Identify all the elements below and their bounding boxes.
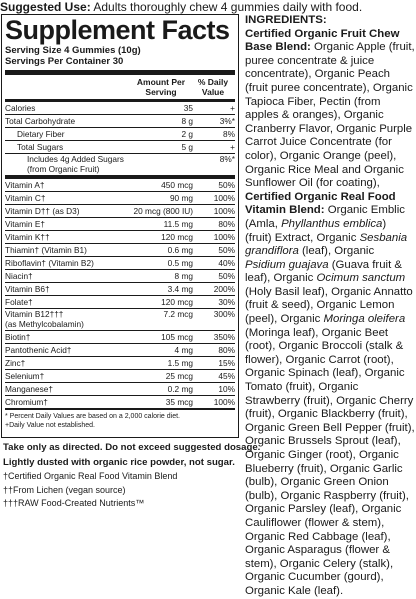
nutrient-name-text: Manganese† — [5, 384, 53, 394]
nutrient-amount: 25 mcg — [165, 371, 193, 381]
facts-row — [5, 308, 235, 330]
nutrient-name — [5, 232, 133, 242]
nutrient-dv: 30% — [218, 297, 235, 307]
footnote-dv: * Percent Daily Values are based on a 2,000 calorie diet. — [5, 413, 180, 420]
dosage-warning: Take only as directed. Do not exceed suggested dosage. — [3, 442, 261, 453]
facts-footnotes — [5, 408, 235, 430]
nutrient-name-text: Niacin† — [5, 271, 33, 281]
nutrient-amount: 35 — [183, 103, 193, 113]
blend2-italic-b: Sesbania grandiflora — [245, 231, 408, 258]
facts-row — [5, 282, 235, 295]
nutrient-name — [5, 116, 133, 126]
ingredients-title: INGREDIENTS: — [245, 14, 327, 26]
facts-row — [5, 178, 235, 191]
nutrient-name-text: Vitamin C† — [5, 193, 46, 203]
header-dv: % Daily Value — [197, 77, 229, 97]
nutrient-amount: 120 mcg — [161, 297, 193, 307]
header-amount: Amount Per Serving — [136, 77, 186, 97]
nutrient-dv: 3%* — [219, 116, 235, 126]
nutrient-name-text: Pantothenic Acid† — [5, 345, 72, 355]
nutrient-amount: 35 mcg — [165, 397, 193, 407]
nutrient-dv: 40% — [218, 258, 235, 268]
facts-row — [5, 243, 235, 256]
nutrient-name-text: Calories — [5, 103, 36, 113]
nutrient-name — [5, 180, 133, 190]
facts-row — [5, 153, 235, 178]
nutrient-name — [5, 371, 133, 381]
facts-row — [5, 356, 235, 369]
suggested-use-text: Adults thoroughly chew 4 gummies daily with food. — [90, 0, 363, 14]
facts-row — [5, 127, 235, 140]
facts-row — [5, 330, 235, 343]
nutrient-name-text: Biotin† — [5, 332, 31, 342]
nutrient-name — [5, 384, 133, 394]
nutrient-name-text: Vitamin D†† (as D3) — [5, 206, 80, 216]
nutrient-dv: 45% — [218, 371, 235, 381]
facts-row — [5, 217, 235, 230]
facts-row — [5, 101, 235, 114]
nutrient-name-text: Vitamin K†† — [5, 232, 50, 242]
facts-row — [5, 269, 235, 282]
nutrient-dv: 8%* — [219, 154, 235, 164]
nutrient-name — [5, 297, 133, 307]
nutrient-name-text: Vitamin A† — [5, 180, 45, 190]
nutrient-name — [5, 219, 133, 229]
nutrient-name — [5, 245, 133, 255]
nutrient-name-text: Selenium† — [5, 371, 45, 381]
nutrient-dv: 350% — [213, 332, 235, 342]
nutrient-name-text: Total Sugars — [17, 142, 64, 152]
blend1-title: Certified Organic Fruit Chew Base Blend: — [245, 27, 400, 54]
nutrient-dv: 200% — [213, 284, 235, 294]
nutrient-name — [5, 284, 133, 294]
facts-row — [5, 191, 235, 204]
nutrient-dv: 10% — [218, 384, 235, 394]
nutrient-amount: 3.4 mg — [167, 284, 193, 294]
nutrient-amount: 8 g — [181, 116, 193, 126]
nutrient-name — [5, 345, 133, 355]
nutrient-name-text: Zinc† — [5, 358, 26, 368]
nutrient-amount — [133, 155, 197, 174]
nutrient-name-text: Total Carbohydrate — [5, 116, 76, 126]
serving-size: Serving Size 4 Gummies (10g) — [5, 45, 141, 56]
nutrient-amount: 450 mcg — [161, 180, 193, 190]
nutrient-name-text: Includes 4g Added Sugars — [27, 154, 124, 164]
nutrient-dv: 8% — [223, 129, 235, 139]
nutrient-name — [5, 258, 133, 268]
nutrient-dv: + — [230, 142, 235, 152]
supplement-facts-panel — [1, 14, 239, 438]
nutrient-dv: + — [230, 103, 235, 113]
nutrient-dv: 80% — [218, 219, 235, 229]
facts-row — [5, 204, 235, 217]
ingredients-panel — [245, 14, 415, 599]
nutrient-dv: 50% — [218, 180, 235, 190]
nutrient-name — [5, 193, 133, 203]
nutrient-amount: 0.2 mg — [167, 384, 193, 394]
nutrient-dv: 100% — [213, 232, 235, 242]
nutrient-name — [5, 103, 133, 113]
facts-title: Supplement Facts — [5, 15, 230, 45]
nutrient-name-detail: (from Organic Fruit) — [27, 163, 100, 174]
nutrient-name-text: Vitamin B12††† — [5, 309, 64, 319]
facts-row — [5, 230, 235, 243]
blend2-text-a: Organic Emblic (Amla, — [245, 204, 405, 230]
facts-row — [5, 395, 235, 408]
servings-per-container: Servings Per Container 30 — [5, 56, 124, 67]
nutrient-name — [5, 271, 133, 281]
nutrient-dv: 80% — [218, 345, 235, 355]
nutrient-name — [5, 142, 133, 152]
nutrient-name — [5, 397, 133, 407]
nutrient-name — [5, 129, 133, 139]
nutrient-amount: 2 g — [181, 129, 193, 139]
footnote-raw-food: †††RAW Food-Created Nutrients™ — [3, 498, 145, 508]
facts-header — [5, 75, 235, 101]
nutrient-amount: 20 mcg (800 IU) — [133, 206, 193, 216]
blend2-title: Certified Organic Real Food Vitamin Blend: — [245, 190, 396, 217]
facts-row — [5, 114, 235, 127]
facts-rows — [5, 101, 235, 408]
nutrient-amount: 11.5 mg — [163, 219, 193, 229]
nutrient-name — [5, 206, 133, 216]
nutrient-amount: 0.5 mg — [167, 258, 193, 268]
blend2-text-d: (Guava fruit & leaf), Organic — [245, 258, 403, 285]
footnote-organic-blend: †Certified Organic Real Food Vitamin Blend — [3, 471, 178, 481]
footnote-lichen: ††From Lichen (vegan source) — [3, 485, 126, 495]
blend2-italic-a: Phyllanthus emblica — [281, 217, 383, 230]
blend2-text-f: (Moringa leaf), Organic Beet (root), Organic Broccoli (stalk & flower), Organic Carrot (root), Organic Spinach (leaf), Organic Tomato (fruit), Organic Strawberry (fruit), Organic Cherry (fruit), Organic Blackberry (fruit), Organic Green Bell Pepper (fruit), Organic Brussels Sprout (leaf), Organic Ginger (root), Organic Blueberry (fruit), Organic Garlic (bulb), Organic Green Onion (bulb), Organic Raspberry (fruit), Organic Parsley (leaf), Organic Cauliflower (flower & stem), Organic Red Cabbage (leaf), Organic Asparagus (flower & stem), Organic Celery (stalk), Organic Cucumber (gourd), Organic Kale (leaf). — [245, 326, 415, 597]
footnote-not-established: +Daily Value not established. — [5, 421, 95, 429]
nutrient-amount: 8 mg — [174, 271, 193, 281]
blend2-text-c: (leaf), Organic — [298, 245, 375, 258]
nutrient-name-detail: (as Methylcobalamin) — [5, 318, 84, 329]
nutrient-amount: 105 mcg — [161, 332, 193, 342]
nutrient-name-text: Vitamin B6† — [5, 284, 50, 294]
facts-row — [5, 140, 235, 153]
nutrient-name — [5, 332, 133, 342]
rice-powder-note: Lightly dusted with organic rice powder, not sugar. — [3, 457, 235, 468]
nutrient-name-text: Chromium† — [5, 397, 48, 407]
nutrient-amount: 120 mcg — [161, 232, 193, 242]
blend2-italic-e: Moringa oleifera — [323, 313, 406, 326]
facts-row — [5, 295, 235, 308]
blend1-text: Organic Apple (fruit, puree concentrate & juice concentrate), Organic Peach (fruit puree concentrate), Organic Tapioca Fiber, Pectin (from apples & oranges), Organic Cranberry Flavor, Organic Purple Carrot Juice Concentrate (for color), Organic Orange (peel), Organic Rice Meal and Organic Sunflower Oil (for coating), — [245, 41, 415, 190]
facts-row — [5, 256, 235, 269]
nutrient-amount: 1.5 mg — [167, 358, 193, 368]
suggested-use — [0, 0, 416, 14]
nutrient-dv: 100% — [213, 397, 235, 407]
nutrient-name-text: Vitamin E† — [5, 219, 45, 229]
nutrient-dv: 50% — [218, 271, 235, 281]
facts-row — [5, 369, 235, 382]
nutrient-name-text: Thiamin† (Vitamin B1) — [5, 245, 87, 255]
nutrient-amount: 5 g — [181, 142, 193, 152]
nutrient-amount: 90 mg — [169, 193, 193, 203]
facts-row — [5, 343, 235, 356]
suggested-use-label: Suggested Use: — [0, 0, 91, 14]
facts-row — [5, 382, 235, 395]
nutrient-dv: 100% — [213, 206, 235, 216]
blend2-italic-d: Ocimum sanctum — [316, 272, 406, 285]
nutrient-name — [5, 358, 133, 368]
nutrient-amount: 7.2 mcg — [163, 309, 193, 319]
nutrient-dv: 50% — [218, 245, 235, 255]
nutrient-name-text: Riboflavin† (Vitamin B2) — [5, 258, 94, 268]
blend2-text-b: ) (fruit) Extract, Organic — [245, 217, 387, 244]
nutrient-amount: 4 mg — [174, 345, 193, 355]
nutrient-name — [5, 310, 133, 329]
nutrient-amount: 0.6 mg — [167, 245, 193, 255]
blend2-italic-c: Psidium guajava — [245, 258, 329, 271]
nutrient-dv: 300% — [213, 309, 235, 319]
nutrient-dv: 15% — [218, 358, 235, 368]
nutrient-dv: 100% — [213, 193, 235, 203]
blend2-text-e: (Holy Basil leaf), Organic Annatto (fruit & seed), Organic Lemon (peel), Organic — [245, 285, 413, 326]
nutrient-name — [5, 155, 133, 174]
nutrient-name-text: Dietary Fiber — [17, 129, 65, 139]
nutrient-name-text: Folate† — [5, 297, 33, 307]
